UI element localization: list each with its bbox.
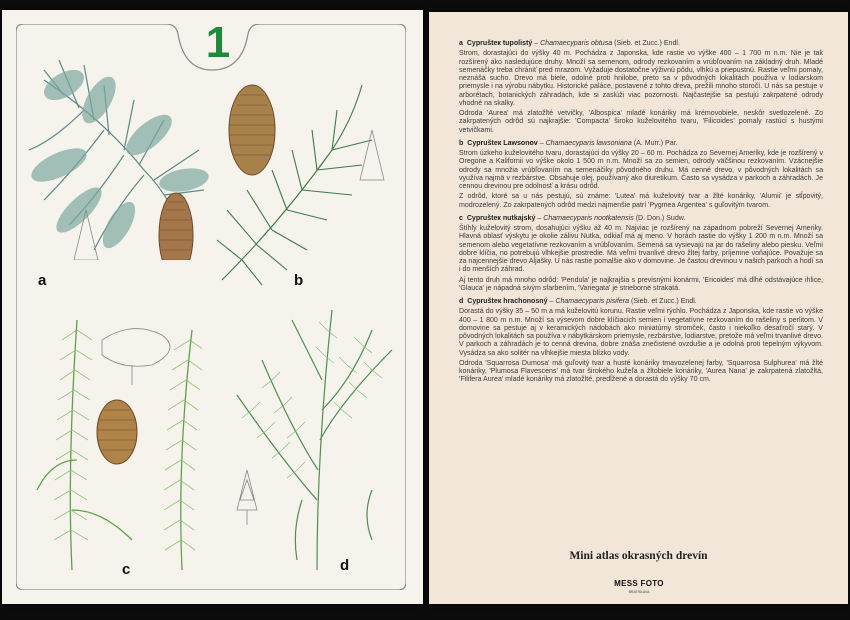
branch-c-illustration: [32, 310, 202, 580]
entry-c: [459, 215, 823, 293]
card-number: 1: [205, 18, 231, 67]
label-a: a: [38, 272, 47, 289]
entry-heading: c Cyprušteк nutkajský – Chamaecyparis nootkatensis (D. Don.) Sudw.: [459, 214, 686, 222]
description-text: [459, 40, 823, 390]
branch-d-illustration: [222, 300, 407, 580]
logo-subtext: BRATISLAVA: [628, 590, 650, 594]
entry-body: Dorastá do výšky 35 – 50 m a má kuželovitú korunu. Rastie veľmi rýchlo. Pochádza z Japonska, kde rastie vo výške 400 – 1 800 m n.m. Množí sa výsevom dobre klíčiacich semien i vegetatívne rezkovaním do rašeliny s perlitom. V domovine sa pestuje aj v keramických nádobách ako miniatúrny stromček, často i niekoľko desaťročí starý. V pôvodných lokalitách sa používa v nábytkárskom priemysle, rezbárstve, lodiarstve, pretože má veľmi trvanlivé drevo. V parkoch a záhradách je to cenná drevina, dobre znáša znečistené ovzdušie a je odolná proti tepelným výkyvom. Vysádza sa ako solitér na vlhkejšie miesta blízko vody.: [459, 308, 823, 357]
entry-heading: d Cyprušteк hrachonosný – Chamaecyparis pisifera (Sieb. et Zucc.) Endl.: [459, 298, 697, 305]
entry-a: [459, 40, 823, 135]
branch-b-illustration: [212, 70, 407, 300]
label-c: c: [122, 561, 131, 578]
entry-body: Strom úzkeho kuželovitého tvaru, dorastajúci do výšky 20 – 60 m. Pochádza zo Severnej Ameriky, kde je rozšírený v Oregone a Kalifornii vo výške okolo 1 500 m n.m. Množí sa zo semien, odrody väčšinou rezkovaním. Vzácnejšie odrody sa množia vrúbľovaním na semenáčiky pôvodného druhu. Má cenné drevo, v pôvodných lokalitách sa využíva najmä v rezbárstve. Obsahuje olej, používaný ako diuretikum. Často sa vysádza v parkoch a záhradách. Je cennou drevinou pre odolnosť a krásu odrôd.: [459, 150, 823, 190]
entry-body: Strom, dorastajúci do výšky 40 m. Pochádza z Japonska, kde rastie vo výške 400 – 1 700 m n.m. Nie je tak rozšírený ako nasledujúce druhy. Množí sa semenom, odrody rezkovaním a vrúbľovaním na základný druh. Mladé semenáčky treba chrániť pred mrazom. Vyžaduje dostatočne výživnú pôdu, vlhkú a priepustnú. Rastie veľmi pomaly, neznáša sucho. Drevo má biele, odolné proti hnilobe, preto sa v pôvodných lokalitách používa v lodiarskom priemysle i na výrobu nábytku. Historické paláce, postavené z tohto dreva, prežili mnoho storočí. U nás sa pestuje v arborétach, botanických záhradách, kde si zaslúži viac pozornosti. Najčastejšie sa pestujú zakrpatené odrody vhodné na skalky.: [459, 50, 823, 107]
label-d: d: [340, 557, 350, 574]
entry-varieties: Odroda 'Aurea' má zlatožlté vetvičky, 'Albospica' mladé konáriky má krémovobiele, neskôr svetlozelené. Zo zakrpatených odrôd sú najkrajšie: 'Compacta' široko kuželovitého tvaru, 'Filicoides' pomaly rastúci s hustými vetvičkami.: [459, 110, 823, 134]
entry-heading: b Cyprušteк Lawsonov – Chamaecyparis lawsoniana (A. Murr.) Par.: [459, 139, 678, 147]
description-card: [429, 12, 848, 604]
branch-a-illustration: [24, 50, 214, 260]
entry-body: Štíhly kuželovitý strom, dosahujúci výšku až 40 m. Najviac je rozšírený na západnom pobreží Severnej Ameriky. Hlavná oblasť výskytu je okolie zálivu Nutka, odkiaľ má aj meno. V horách rastie do výšky 1 200 m n.m. Množí sa semenom alebo vegetatívne rezkovaním a vrúbľovaním. Semená sa vysievajú na jar do rašeliny alebo piesku. Veľmi dobre klíčia, no potrebujú vlhkejšie prostredie. Má veľmi trvanlivé drevo žltej farby, príjemne voňajúce. Považuje sa za najcennejšie drevo Aljašky. U nás rastie pomalšie ako v domovine. Je častou drevinou v našich parkoch a hodí sa i do menších záhrad.: [459, 225, 823, 274]
label-b: b: [294, 272, 304, 289]
entry-varieties: Aj tento druh má mnoho odrôd: 'Pendula' je najkrajšia s previsnými konármi, 'Ericoides' má dlhé odstávajúce ihlice, 'Glauca' je nápadná sivým sfarbením, 'Variegata' je strieborne strakatá.: [459, 276, 823, 292]
logo-text: MESS FOTO: [614, 579, 664, 588]
illustration-card: [2, 10, 423, 604]
entry-heading: a Cyprušteк tupolistý – Chamaecyparis obtusa (Sieb. et Zucc.) Endl.: [459, 40, 680, 47]
entry-b: [459, 140, 823, 210]
entry-varieties: Odroda 'Squarrosa Dumosa' má guľovitý tvar a husté konáriky tmavozelenej farby, 'Squarrosa Sulphurea' má žlté konáriky, 'Plumosa Flavescens' má tvar širokého kužeľa a žltobiele konáriky, 'Aurea Nana' je zakrpatená zlatožltá, 'Filifera Aurea' mladé konáriky má zlatožlté, predĺžené a dorastá do výšky 70 cm.: [459, 359, 823, 384]
entry-varieties: Z odrôd, ktoré sa u nás pestujú, sú známe: 'Lutea' má kuželovitý tvar a žlté konáriky, 'Alumii' je stĺpovitý, modrozelený. Zo zakrpatených odrôd medzi najmenšie patrí 'Pygmea Argentea' s guľovitým tvarom.: [459, 193, 823, 209]
entry-d: [459, 298, 823, 385]
publisher-logo: [612, 579, 666, 593]
atlas-title: Mini atlas okrasných drevín: [569, 550, 708, 562]
